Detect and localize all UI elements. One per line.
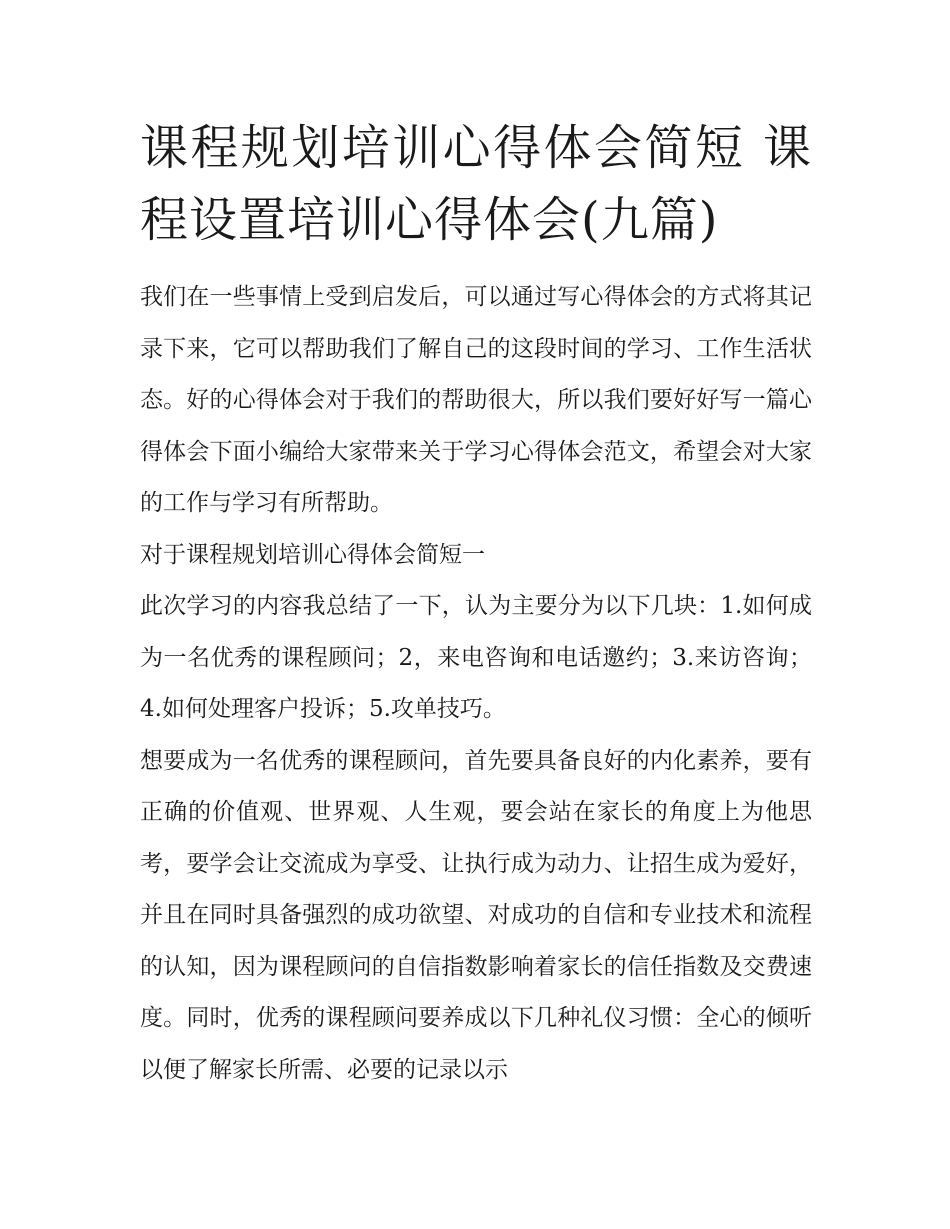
document-title: 课程规划培训心得体会简短 课程设置培训心得体会(九篇) [140, 120, 812, 248]
document-page [140, 112, 812, 1096]
section-heading: 对于课程规划培训心得体会简短一 [140, 541, 485, 568]
body-paragraph: 此次学习的内容我总结了一下，认为主要分为以下几块：1.如何成为一名优秀的课程顾问；2，来电咨询和电话邀约；3.来访咨询；4.如何处理客户投诉；5.攻单技巧。 [140, 593, 812, 722]
intro-paragraph: 我们在一些事情上受到启发后，可以通过写心得体会的方式将其记录下来，它可以帮助我们了解自己的这段时间的学习、工作生活状态。好的心得体会对于我们的帮助很大，所以我们要好好写一篇心得体会下面小编给大家带来关于学习心得体会范文，希望会对大家的工作与学习有所帮助。 [140, 284, 812, 516]
body-paragraph: 想要成为一名优秀的课程顾问，首先要具备良好的内化素养，要有正确的价值观、世界观、人生观，要会站在家长的角度上为他思考，要学会让交流成为享受、让执行成为动力、让招生成为爱好，并且在同时具备强烈的成功欲望、对成功的自信和专业技术和流程的认知，因为课程顾问的自信指数影响着家长的信任指数及交费速度。同时，优秀的课程顾问要养成以下几种礼仪习惯：全心的倾听以便了解家长所需、必要的记录以示 [140, 747, 812, 1083]
